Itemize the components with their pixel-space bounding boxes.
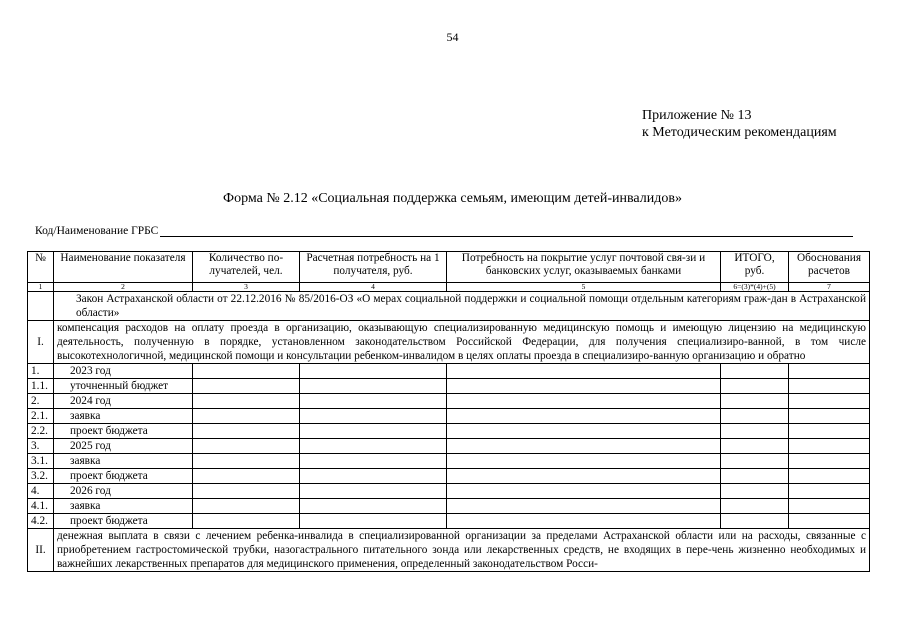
cell-need[interactable]	[300, 424, 447, 439]
table-row	[28, 469, 870, 484]
cell-total[interactable]	[721, 439, 789, 454]
cell-justification[interactable]	[789, 364, 870, 379]
header-cell-postal-bank-services: Потребность на покрытие услуг почтовой свя-зи и банковских услуг, оказываемых банками	[447, 252, 721, 283]
row-number: 4.	[28, 484, 54, 499]
cell-services[interactable]	[447, 499, 721, 514]
cell-services[interactable]	[447, 454, 721, 469]
cell-services[interactable]	[447, 364, 721, 379]
header-cell-justification: Обоснования расчетов	[789, 252, 870, 283]
cell-total[interactable]	[721, 484, 789, 499]
header-cell-indicator: Наименование показателя	[54, 252, 193, 283]
cell-justification[interactable]	[789, 424, 870, 439]
row-number: 3.2.	[28, 469, 54, 484]
row-number: 2.2.	[28, 424, 54, 439]
cell-need[interactable]	[300, 499, 447, 514]
header-cell-recipients: Количество по-лучателей, чел.	[193, 252, 300, 283]
cell-recipients[interactable]	[193, 484, 300, 499]
cell-services[interactable]	[447, 469, 721, 484]
row-number: 3.	[28, 439, 54, 454]
cell-recipients[interactable]	[193, 454, 300, 469]
form-title: Форма № 2.12 «Социальная поддержка семьям, имеющим детей-инвалидов»	[223, 191, 682, 206]
cell-total[interactable]	[721, 364, 789, 379]
cell-total[interactable]	[721, 514, 789, 529]
cell-recipients[interactable]	[193, 379, 300, 394]
law-text: Закон Астраханской области от 22.12.2016 № 85/2016-ОЗ «О мерах социальной поддержки и социальной помощи отдельным категориям граж-дан в Астраханской области»	[54, 292, 870, 321]
col-number-cell: 5	[447, 283, 721, 292]
row-number: 3.1.	[28, 454, 54, 469]
section-text: денежная выплата в связи с лечением ребенка-инвалида в специализированной организации за пределами Астраханской области или на расходы, связанные с приобретением гастростомической трубки, назогастрального питательного зонда или лекарственных средств, не входящих в пере-чень жизненно необходимых и важнейших лекарственных препаратов для медицинского применения, определенный законодательством Росси-	[54, 529, 870, 572]
row-name: заявка	[54, 454, 193, 469]
cell-need[interactable]	[300, 394, 447, 409]
row-name: 2026 год	[54, 484, 193, 499]
appendix-line-1: Приложение № 13	[642, 108, 752, 123]
grbs-field	[35, 224, 853, 237]
section-row-1	[28, 321, 870, 364]
cell-recipients[interactable]	[193, 514, 300, 529]
page-number: 54	[446, 30, 459, 44]
header-cell-need-per-recipient: Расчетная потребность на 1 получателя, руб.	[300, 252, 447, 283]
table-row	[28, 409, 870, 424]
cell-total[interactable]	[721, 394, 789, 409]
grbs-label: Код/Наименование ГРБС	[35, 225, 159, 237]
cell-total[interactable]	[721, 424, 789, 439]
cell-justification[interactable]	[789, 484, 870, 499]
col-number-cell: 7	[789, 283, 870, 292]
table-row	[28, 514, 870, 529]
cell-total[interactable]	[721, 499, 789, 514]
cell-justification[interactable]	[789, 499, 870, 514]
cell-services[interactable]	[447, 379, 721, 394]
table-row	[28, 424, 870, 439]
cell-need[interactable]	[300, 409, 447, 424]
section-number: I.	[28, 321, 54, 364]
table-row	[28, 484, 870, 499]
cell-recipients[interactable]	[193, 364, 300, 379]
cell-need[interactable]	[300, 439, 447, 454]
row-number: 2.	[28, 394, 54, 409]
cell-total[interactable]	[721, 469, 789, 484]
column-number-row	[28, 283, 870, 292]
header-cell-number: №	[28, 252, 54, 283]
col-number-cell: 2	[54, 283, 193, 292]
cell-services[interactable]	[447, 394, 721, 409]
row-name: заявка	[54, 409, 193, 424]
header-cell-total: ИТОГО, руб.	[721, 252, 789, 283]
data-table	[27, 251, 870, 572]
cell-total[interactable]	[721, 409, 789, 424]
cell-need[interactable]	[300, 364, 447, 379]
col-number-cell: 4	[300, 283, 447, 292]
row-number: 1.1.	[28, 379, 54, 394]
cell-justification[interactable]	[789, 469, 870, 484]
section-row-2	[28, 529, 870, 572]
cell-need[interactable]	[300, 379, 447, 394]
header-row	[28, 252, 870, 283]
row-name: 2025 год	[54, 439, 193, 454]
table-row	[28, 439, 870, 454]
row-name: уточненный бюджет	[54, 379, 193, 394]
row-name: 2024 год	[54, 394, 193, 409]
cell-need[interactable]	[300, 469, 447, 484]
table-row	[28, 394, 870, 409]
cell-total[interactable]	[721, 379, 789, 394]
section-number: II.	[28, 529, 54, 572]
row-number: 1.	[28, 364, 54, 379]
row-name: заявка	[54, 499, 193, 514]
cell-justification[interactable]	[789, 409, 870, 424]
table-row	[28, 379, 870, 394]
row-name: проект бюджета	[54, 514, 193, 529]
col-number-cell: 3	[193, 283, 300, 292]
cell-services[interactable]	[447, 484, 721, 499]
cell-justification[interactable]	[789, 394, 870, 409]
row-number: 2.1.	[28, 409, 54, 424]
cell-justification[interactable]	[789, 514, 870, 529]
cell-need[interactable]	[300, 484, 447, 499]
appendix-line-2: к Методическим рекомендациям	[642, 125, 837, 140]
section-text: компенсация расходов на оплату проезда в организацию, оказывающую специализированную медицинскую помощь и имеющую лицензию на медицинскую деятельность, полученную в порядке, установленном законодательством Российской Федерации, для получения специализиро-ванной, в том числе высокотехнологичной, медицинской помощи и консультации ребенком-инвалидом в целях оплаты проезда в специализиро-ванную организацию и обратно	[54, 321, 870, 364]
cell-justification[interactable]	[789, 379, 870, 394]
law-number-cell	[28, 292, 54, 321]
law-row	[28, 292, 870, 321]
cell-services[interactable]	[447, 424, 721, 439]
row-name: проект бюджета	[54, 469, 193, 484]
cell-services[interactable]	[447, 514, 721, 529]
row-name: 2023 год	[54, 364, 193, 379]
grbs-underline	[160, 224, 853, 237]
cell-need[interactable]	[300, 454, 447, 469]
table-row	[28, 499, 870, 514]
appendix-note	[642, 107, 837, 141]
cell-recipients[interactable]	[193, 469, 300, 484]
cell-recipients[interactable]	[193, 409, 300, 424]
cell-services[interactable]	[447, 409, 721, 424]
table-row	[28, 454, 870, 469]
cell-justification[interactable]	[789, 454, 870, 469]
row-name: проект бюджета	[54, 424, 193, 439]
cell-justification[interactable]	[789, 439, 870, 454]
cell-need[interactable]	[300, 514, 447, 529]
row-number: 4.2.	[28, 514, 54, 529]
col-number-cell: 1	[28, 283, 54, 292]
table-row	[28, 364, 870, 379]
cell-recipients[interactable]	[193, 424, 300, 439]
cell-recipients[interactable]	[193, 439, 300, 454]
col-number-cell: 6=(3)*(4)+(5)	[721, 283, 789, 292]
cell-total[interactable]	[721, 454, 789, 469]
cell-recipients[interactable]	[193, 394, 300, 409]
row-number: 4.1.	[28, 499, 54, 514]
cell-services[interactable]	[447, 439, 721, 454]
cell-recipients[interactable]	[193, 499, 300, 514]
